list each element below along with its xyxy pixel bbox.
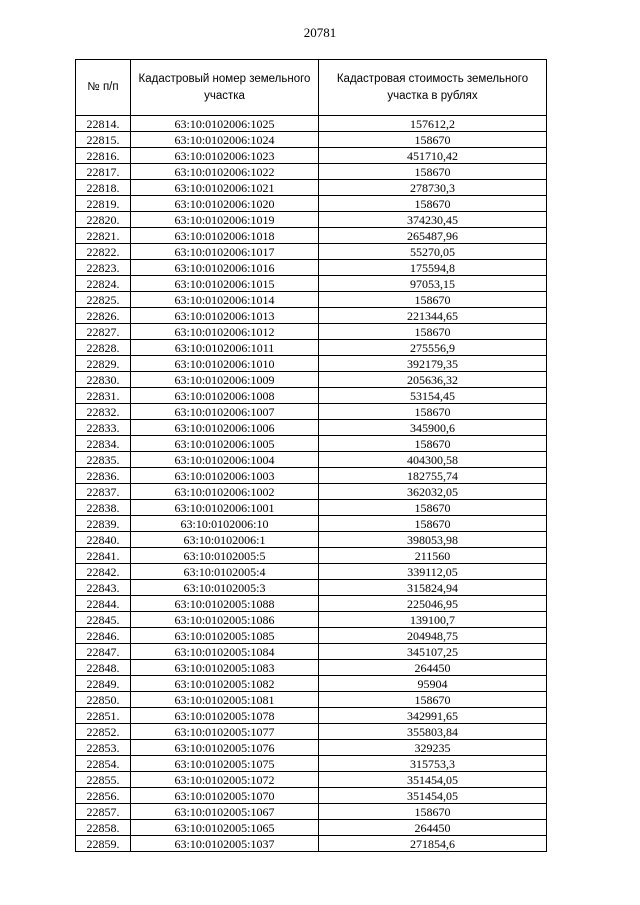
table-row (76, 708, 547, 724)
table-row (76, 164, 547, 180)
cadastral-value-cell: 398053,98 (319, 532, 547, 548)
cadastral-number-cell: 63:10:0102006:1009 (131, 372, 319, 388)
cadastral-number-cell: 63:10:0102005:1067 (131, 804, 319, 820)
table-row (76, 372, 547, 388)
cadastral-value-cell: 158670 (319, 436, 547, 452)
table-row (76, 116, 547, 132)
cadastral-number-cell: 63:10:0102005:1081 (131, 692, 319, 708)
cadastral-value-cell: 264450 (319, 820, 547, 836)
row-number-cell: 22829. (76, 356, 131, 372)
cadastral-value-cell: 157612,2 (319, 116, 547, 132)
row-number-cell: 22821. (76, 228, 131, 244)
table-row (76, 580, 547, 596)
cadastral-number-cell: 63:10:0102006:1023 (131, 148, 319, 164)
table-row (76, 516, 547, 532)
cadastral-value-cell: 158670 (319, 804, 547, 820)
cadastral-value-cell: 265487,96 (319, 228, 547, 244)
row-number-cell: 22817. (76, 164, 131, 180)
cadastral-value-cell: 345107,25 (319, 644, 547, 660)
table-row (76, 628, 547, 644)
row-number-cell: 22815. (76, 132, 131, 148)
table-row (76, 468, 547, 484)
cadastral-number-cell: 63:10:0102006:1012 (131, 324, 319, 340)
row-number-cell: 22832. (76, 404, 131, 420)
row-number-cell: 22849. (76, 676, 131, 692)
table-row (76, 548, 547, 564)
row-number-cell: 22838. (76, 500, 131, 516)
cadastral-value-cell: 329235 (319, 740, 547, 756)
cadastral-value-cell: 158670 (319, 164, 547, 180)
cadastral-number-cell: 63:10:0102005:4 (131, 564, 319, 580)
table-row (76, 500, 547, 516)
cadastral-number-cell: 63:10:0102005:1085 (131, 628, 319, 644)
table-row (76, 788, 547, 804)
table-row (76, 340, 547, 356)
page-number: 20781 (303, 25, 337, 40)
table-row (76, 356, 547, 372)
cadastral-number-cell: 63:10:0102005:1072 (131, 772, 319, 788)
cadastral-value-cell: 158670 (319, 324, 547, 340)
cadastral-number-cell: 63:10:0102006:1006 (131, 420, 319, 436)
table-header (76, 60, 547, 116)
row-number-cell: 22825. (76, 292, 131, 308)
table-row (76, 132, 547, 148)
cadastral-number-cell: 63:10:0102006:1020 (131, 196, 319, 212)
row-number-cell: 22833. (76, 420, 131, 436)
table-row (76, 820, 547, 836)
cadastral-number-cell: 63:10:0102005:3 (131, 580, 319, 596)
header-cadastral-number: Кадастровый номер земельного участка (131, 60, 319, 116)
cadastral-value-cell: 351454,05 (319, 772, 547, 788)
row-number-cell: 22856. (76, 788, 131, 804)
cadastral-number-cell: 63:10:0102006:10 (131, 516, 319, 532)
cadastral-value-cell: 182755,74 (319, 468, 547, 484)
row-number-cell: 22843. (76, 580, 131, 596)
row-number-cell: 22841. (76, 548, 131, 564)
row-number-cell: 22822. (76, 244, 131, 260)
table-body (76, 116, 547, 852)
cadastral-value-cell: 392179,35 (319, 356, 547, 372)
cadastral-number-cell: 63:10:0102006:1002 (131, 484, 319, 500)
cadastral-number-cell: 63:10:0102006:1011 (131, 340, 319, 356)
row-number-cell: 22827. (76, 324, 131, 340)
table-row (76, 724, 547, 740)
table-row (76, 388, 547, 404)
row-number-cell: 22834. (76, 436, 131, 452)
cadastral-number-cell: 63:10:0102005:1084 (131, 644, 319, 660)
header-row-number: № п/п (76, 60, 131, 116)
cadastral-value-cell: 225046,95 (319, 596, 547, 612)
cadastral-value-cell: 158670 (319, 196, 547, 212)
header-cadastral-value: Кадастровая стоимость земельного участка в рублях (319, 60, 547, 116)
cadastral-number-cell: 63:10:0102006:1024 (131, 132, 319, 148)
table-row (76, 660, 547, 676)
row-number-cell: 22818. (76, 180, 131, 196)
row-number-cell: 22851. (76, 708, 131, 724)
cadastral-value-cell: 97053,15 (319, 276, 547, 292)
table-row (76, 228, 547, 244)
cadastral-value-cell: 271854,6 (319, 836, 547, 852)
header-row (76, 60, 547, 116)
cadastral-number-cell: 63:10:0102005:1070 (131, 788, 319, 804)
cadastral-value-cell: 55270,05 (319, 244, 547, 260)
cadastral-value-cell: 53154,45 (319, 388, 547, 404)
row-number-cell: 22852. (76, 724, 131, 740)
cadastral-number-cell: 63:10:0102006:1018 (131, 228, 319, 244)
cadastral-value-cell: 158670 (319, 500, 547, 516)
cadastral-value-cell: 339112,05 (319, 564, 547, 580)
cadastral-number-cell: 63:10:0102005:1065 (131, 820, 319, 836)
cadastral-number-cell: 63:10:0102006:1004 (131, 452, 319, 468)
row-number-cell: 22850. (76, 692, 131, 708)
cadastral-number-cell: 63:10:0102006:1001 (131, 500, 319, 516)
cadastral-value-cell: 211560 (319, 548, 547, 564)
row-number-cell: 22839. (76, 516, 131, 532)
cadastral-number-cell: 63:10:0102005:1037 (131, 836, 319, 852)
cadastral-number-cell: 63:10:0102006:1025 (131, 116, 319, 132)
cadastral-value-cell: 404300,58 (319, 452, 547, 468)
cadastral-number-cell: 63:10:0102006:1019 (131, 212, 319, 228)
row-number-cell: 22824. (76, 276, 131, 292)
cadastral-value-cell: 95904 (319, 676, 547, 692)
cadastral-value-cell: 175594,8 (319, 260, 547, 276)
cadastral-value-cell: 451710,42 (319, 148, 547, 164)
cadastral-value-cell: 158670 (319, 132, 547, 148)
table-row (76, 244, 547, 260)
cadastral-value-cell: 204948,75 (319, 628, 547, 644)
row-number-cell: 22826. (76, 308, 131, 324)
table-row (76, 756, 547, 772)
row-number-cell: 22835. (76, 452, 131, 468)
row-number-cell: 22823. (76, 260, 131, 276)
row-number-cell: 22844. (76, 596, 131, 612)
table-row (76, 676, 547, 692)
table-row (76, 260, 547, 276)
cadastral-value-cell: 342991,65 (319, 708, 547, 724)
cadastral-value-cell: 158670 (319, 404, 547, 420)
cadastral-number-cell: 63:10:0102006:1010 (131, 356, 319, 372)
row-number-cell: 22816. (76, 148, 131, 164)
cadastral-number-cell: 63:10:0102005:1077 (131, 724, 319, 740)
cadastral-number-cell: 63:10:0102006:1016 (131, 260, 319, 276)
cadastral-value-cell: 158670 (319, 292, 547, 308)
cadastral-number-cell: 63:10:0102005:1082 (131, 676, 319, 692)
cadastral-number-cell: 63:10:0102006:1003 (131, 468, 319, 484)
cadastral-value-cell: 315824,94 (319, 580, 547, 596)
cadastral-number-cell: 63:10:0102006:1007 (131, 404, 319, 420)
cadastral-value-cell: 345900,6 (319, 420, 547, 436)
table-row (76, 740, 547, 756)
table-row (76, 692, 547, 708)
row-number-cell: 22854. (76, 756, 131, 772)
cadastral-value-cell: 362032,05 (319, 484, 547, 500)
row-number-cell: 22830. (76, 372, 131, 388)
cadastral-value-cell: 158670 (319, 516, 547, 532)
table-row (76, 804, 547, 820)
cadastral-number-cell: 63:10:0102005:1086 (131, 612, 319, 628)
cadastral-number-cell: 63:10:0102005:1076 (131, 740, 319, 756)
cadastral-value-table (75, 59, 547, 852)
row-number-cell: 22819. (76, 196, 131, 212)
cadastral-number-cell: 63:10:0102005:1078 (131, 708, 319, 724)
table-row (76, 532, 547, 548)
cadastral-number-cell: 63:10:0102006:1 (131, 532, 319, 548)
table-row (76, 196, 547, 212)
row-number-cell: 22855. (76, 772, 131, 788)
row-number-cell: 22846. (76, 628, 131, 644)
table-row (76, 564, 547, 580)
cadastral-value-cell: 374230,45 (319, 212, 547, 228)
row-number-cell: 22853. (76, 740, 131, 756)
row-number-cell: 22840. (76, 532, 131, 548)
table-row (76, 772, 547, 788)
table-row (76, 292, 547, 308)
cadastral-number-cell: 63:10:0102006:1005 (131, 436, 319, 452)
cadastral-number-cell: 63:10:0102005:1088 (131, 596, 319, 612)
row-number-cell: 22845. (76, 612, 131, 628)
table-row (76, 404, 547, 420)
cadastral-number-cell: 63:10:0102005:1075 (131, 756, 319, 772)
table-row (76, 836, 547, 852)
cadastral-number-cell: 63:10:0102006:1014 (131, 292, 319, 308)
table-row (76, 324, 547, 340)
row-number-cell: 22828. (76, 340, 131, 356)
cadastral-value-cell: 278730,3 (319, 180, 547, 196)
table-row (76, 484, 547, 500)
table-row (76, 612, 547, 628)
row-number-cell: 22842. (76, 564, 131, 580)
row-number-cell: 22837. (76, 484, 131, 500)
row-number-cell: 22859. (76, 836, 131, 852)
table-row (76, 420, 547, 436)
row-number-cell: 22814. (76, 116, 131, 132)
cadastral-value-cell: 351454,05 (319, 788, 547, 804)
row-number-cell: 22820. (76, 212, 131, 228)
cadastral-number-cell: 63:10:0102006:1021 (131, 180, 319, 196)
row-number-cell: 22857. (76, 804, 131, 820)
cadastral-number-cell: 63:10:0102006:1017 (131, 244, 319, 260)
cadastral-value-cell: 221344,65 (319, 308, 547, 324)
cadastral-value-cell: 355803,84 (319, 724, 547, 740)
row-number-cell: 22858. (76, 820, 131, 836)
cadastral-number-cell: 63:10:0102006:1008 (131, 388, 319, 404)
cadastral-number-cell: 63:10:0102005:5 (131, 548, 319, 564)
table-row (76, 148, 547, 164)
table-row (76, 180, 547, 196)
cadastral-number-cell: 63:10:0102006:1015 (131, 276, 319, 292)
cadastral-value-cell: 275556,9 (319, 340, 547, 356)
cadastral-value-cell: 264450 (319, 660, 547, 676)
cadastral-value-cell: 158670 (319, 692, 547, 708)
cadastral-value-cell: 315753,3 (319, 756, 547, 772)
row-number-cell: 22836. (76, 468, 131, 484)
cadastral-number-cell: 63:10:0102006:1013 (131, 308, 319, 324)
cadastral-number-cell: 63:10:0102006:1022 (131, 164, 319, 180)
row-number-cell: 22848. (76, 660, 131, 676)
cadastral-value-cell: 139100,7 (319, 612, 547, 628)
table-row (76, 436, 547, 452)
row-number-cell: 22831. (76, 388, 131, 404)
cadastral-value-cell: 205636,32 (319, 372, 547, 388)
table-row (76, 644, 547, 660)
table-row (76, 212, 547, 228)
cadastral-number-cell: 63:10:0102005:1083 (131, 660, 319, 676)
table-row (76, 276, 547, 292)
table-row (76, 452, 547, 468)
table-row (76, 596, 547, 612)
row-number-cell: 22847. (76, 644, 131, 660)
table-row (76, 308, 547, 324)
